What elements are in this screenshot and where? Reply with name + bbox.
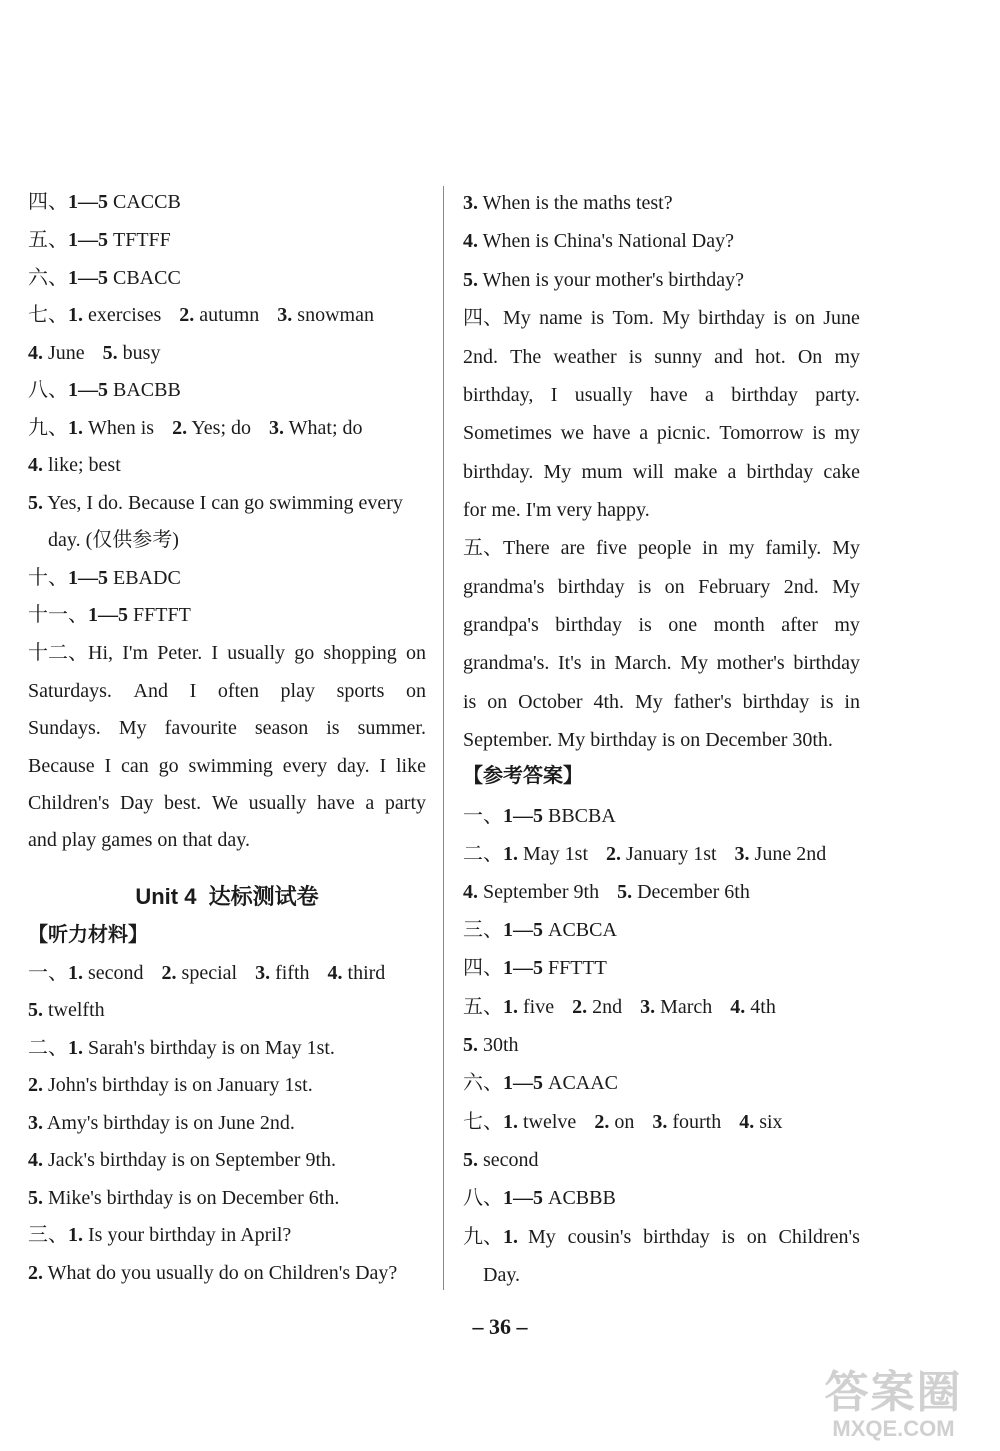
answer-line: 五、1. five 2. 2nd 3. March 4. 4th [463,996,776,1018]
answer-line: 5. second [463,1149,539,1171]
answer-line: 4. June 5. busy [28,342,161,364]
answer-line: 七、1. exercises 2. autumn 3. snowman [28,304,374,326]
answer-line: 三、1—5 ACBCA [463,919,617,941]
answer-line: 九、 1. My cousin's birthday is on Children's [463,1226,860,1248]
answer-line: Children's Day best. We usually have a party [28,792,426,814]
answer-line: 四、1—5 FFTTT [463,957,607,979]
answer-line: Because I can go swimming every day. I like [28,755,426,777]
answer-line: Sometimes we have a picnic. Tomorrow is my [463,422,860,444]
answer-line: Sundays. My favourite season is summer. [28,717,426,739]
answer-line: birthday, I usually have a birthday party. [463,384,860,406]
answer-line: grandpa's birthday is one month after my [463,614,860,636]
answer-line: 二、1. Sarah's birthday is on May 1st. [28,1037,335,1059]
answer-line: 九、1. When is 2. Yes; do 3. What; do [28,417,363,439]
answer-line: 一、1. second 2. special 3. fifth 4. third [28,962,386,984]
answer-line: 5. 30th [463,1034,519,1056]
answer-line: 五、1—5 TFTFF [28,229,171,251]
answer-line: birthday. My mum will make a birthday cake [463,461,860,483]
unit-title: Unit 4 达标测试卷 [135,884,319,909]
answer-line: 三、1. Is your birthday in April? [28,1224,292,1246]
answer-line: grandma's birthday is on February 2nd. My [463,576,860,598]
answer-line: Saturdays. And I often play sports on [28,680,426,702]
answer-line: day. (仅供参考) [48,529,179,551]
answer-line: 一、1—5 BBCBA [463,805,616,827]
watermark-logo [801,1369,986,1441]
answer-line: 五、 There are five people in my family. My [463,537,860,559]
answer-line: is on October 4th. My father's birthday is in [463,691,860,713]
answer-line: 2. John's birthday is on January 1st. [28,1074,313,1096]
answer-line: 八、1—5 BACBB [28,379,181,401]
answer-line: 4. like; best [28,454,121,476]
answer-line: 4. September 9th 5. December 6th [463,881,750,903]
answer-line: 六、1—5 CBACC [28,267,181,289]
answer-line: 5. twelfth [28,999,105,1021]
answer-line: 2nd. The weather is sunny and hot. On my [463,346,860,368]
answer-line: 十、1—5 EBADC [28,567,181,589]
column-divider [443,186,444,1290]
answer-line: 四、 My name is Tom. My birthday is on June [463,307,860,329]
answer-line: 5. When is your mother's birthday? [463,269,744,291]
answer-line: 3. Amy's birthday is on June 2nd. [28,1112,295,1134]
answer-line: grandma's. It's in March. My mother's birthday [463,652,860,674]
section-heading: 【参考答案】 [463,765,583,787]
answer-line: 4. Jack's birthday is on September 9th. [28,1149,336,1171]
answer-line: Day. [483,1264,521,1286]
section-heading: 【听力材料】 [28,924,148,946]
answer-line: 3. When is the maths test? [463,192,673,214]
answer-line: 十一、1—5 FFTFT [28,604,191,626]
answer-line: 4. When is China's National Day? [463,230,734,252]
answer-line: 四、1—5 CACCB [28,191,181,213]
answer-line: 5. Mike's birthday is on December 6th. [28,1187,340,1209]
answer-line: 5. Yes, I do. Because I can go swimming every [28,492,403,514]
answer-line: for me. I'm very happy. [463,499,650,521]
page-number: – 36 – [472,1314,528,1339]
answer-line: 2. What do you usually do on Children's Day? [28,1262,398,1284]
answer-line: 八、1—5 ACBBB [463,1187,616,1209]
answer-line: 二、1. May 1st 2. January 1st 3. June 2nd [463,843,827,865]
answer-line: 六、1—5 ACAAC [463,1072,619,1094]
answer-line: September. My birthday is on December 30th. [463,729,833,751]
answer-line: 十二、 Hi, I'm Peter. I usually go shopping on [28,642,426,664]
answer-line: 七、1. twelve 2. on 3. fourth 4. six [463,1111,783,1133]
watermark-url: MXQE.COM [832,1416,955,1441]
watermark-title: 答案圈 [824,1368,963,1417]
answer-line: and play games on that day. [28,829,250,851]
